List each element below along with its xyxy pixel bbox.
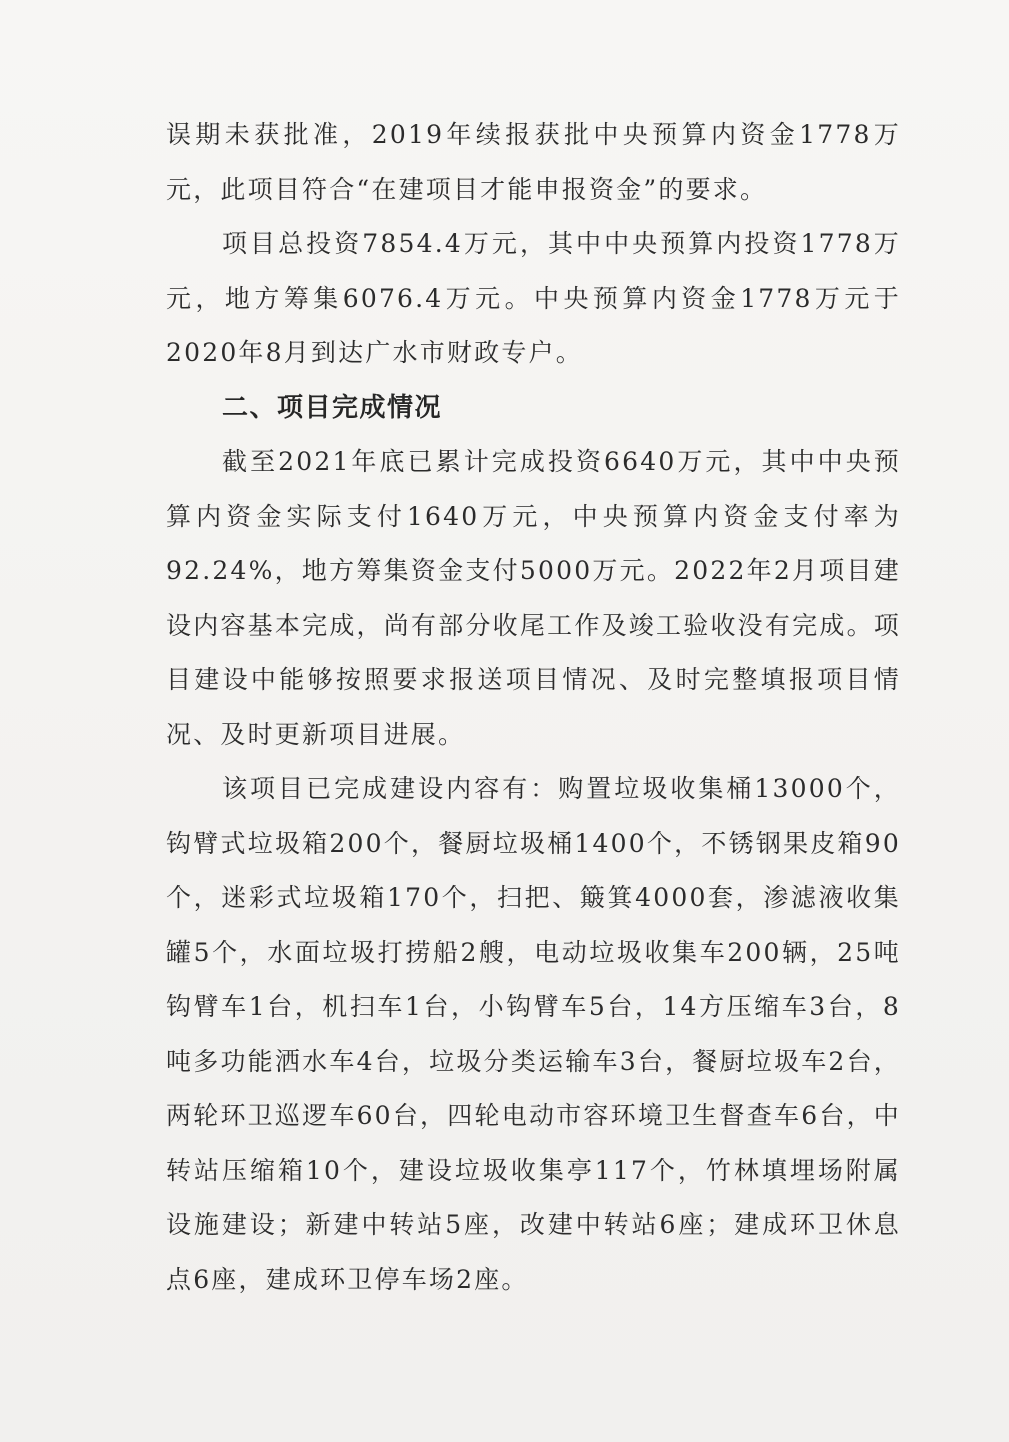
paragraph-completed-content: 该项目已完成建设内容有：购置垃圾收集桶13000个，钩臂式垃圾箱200个，餐厨垃圾桶1400个，不锈钢果皮箱90个，迷彩式垃圾箱170个，扫把、簸箕4000套，渗滤液收集罐5个，水面垃圾打捞船2艘，电动垃圾收集车200辆，25吨钩臂车1台，机扫车1台，小钩臂车5台，14方压缩车3台，8吨多功能洒水车4台，垃圾分类运输车3台，餐厨垃圾车2台，两轮环卫巡逻车60台，四轮电动市容环境卫生督查车6台，中转站压缩箱10个，建设垃圾收集亭117个，竹林填埋场附属设施建设；新建中转站5座，改建中转站6座；建成环卫休息点6座，建成环卫停车场2座。 xyxy=(166,774,901,1294)
section-heading-completion: 二、项目完成情况 xyxy=(222,392,443,423)
paragraph-continuation: 误期未获批准，2019年续报获批中央预算内资金1778万元，此项目符合“在建项目才能申报资金”的要求。 xyxy=(166,120,901,204)
document-body xyxy=(166,108,901,1307)
paragraph-investment-progress: 截至2021年底已累计完成投资6640万元，其中中央预算内资金实际支付1640万元，中央预算内资金支付率为92.24%，地方筹集资金支付5000万元。2022年2月项目建设内容基本完成，尚有部分收尾工作及竣工验收没有完成。项目建设中能够按照要求报送项目情况、及时完整填报项目情况、及时更新项目进展。 xyxy=(166,447,901,749)
paragraph-total-investment: 项目总投资7854.4万元，其中中央预算内投资1778万元，地方筹集6076.4万元。中央预算内资金1778万元于2020年8月到达广水市财政专户。 xyxy=(166,229,901,367)
